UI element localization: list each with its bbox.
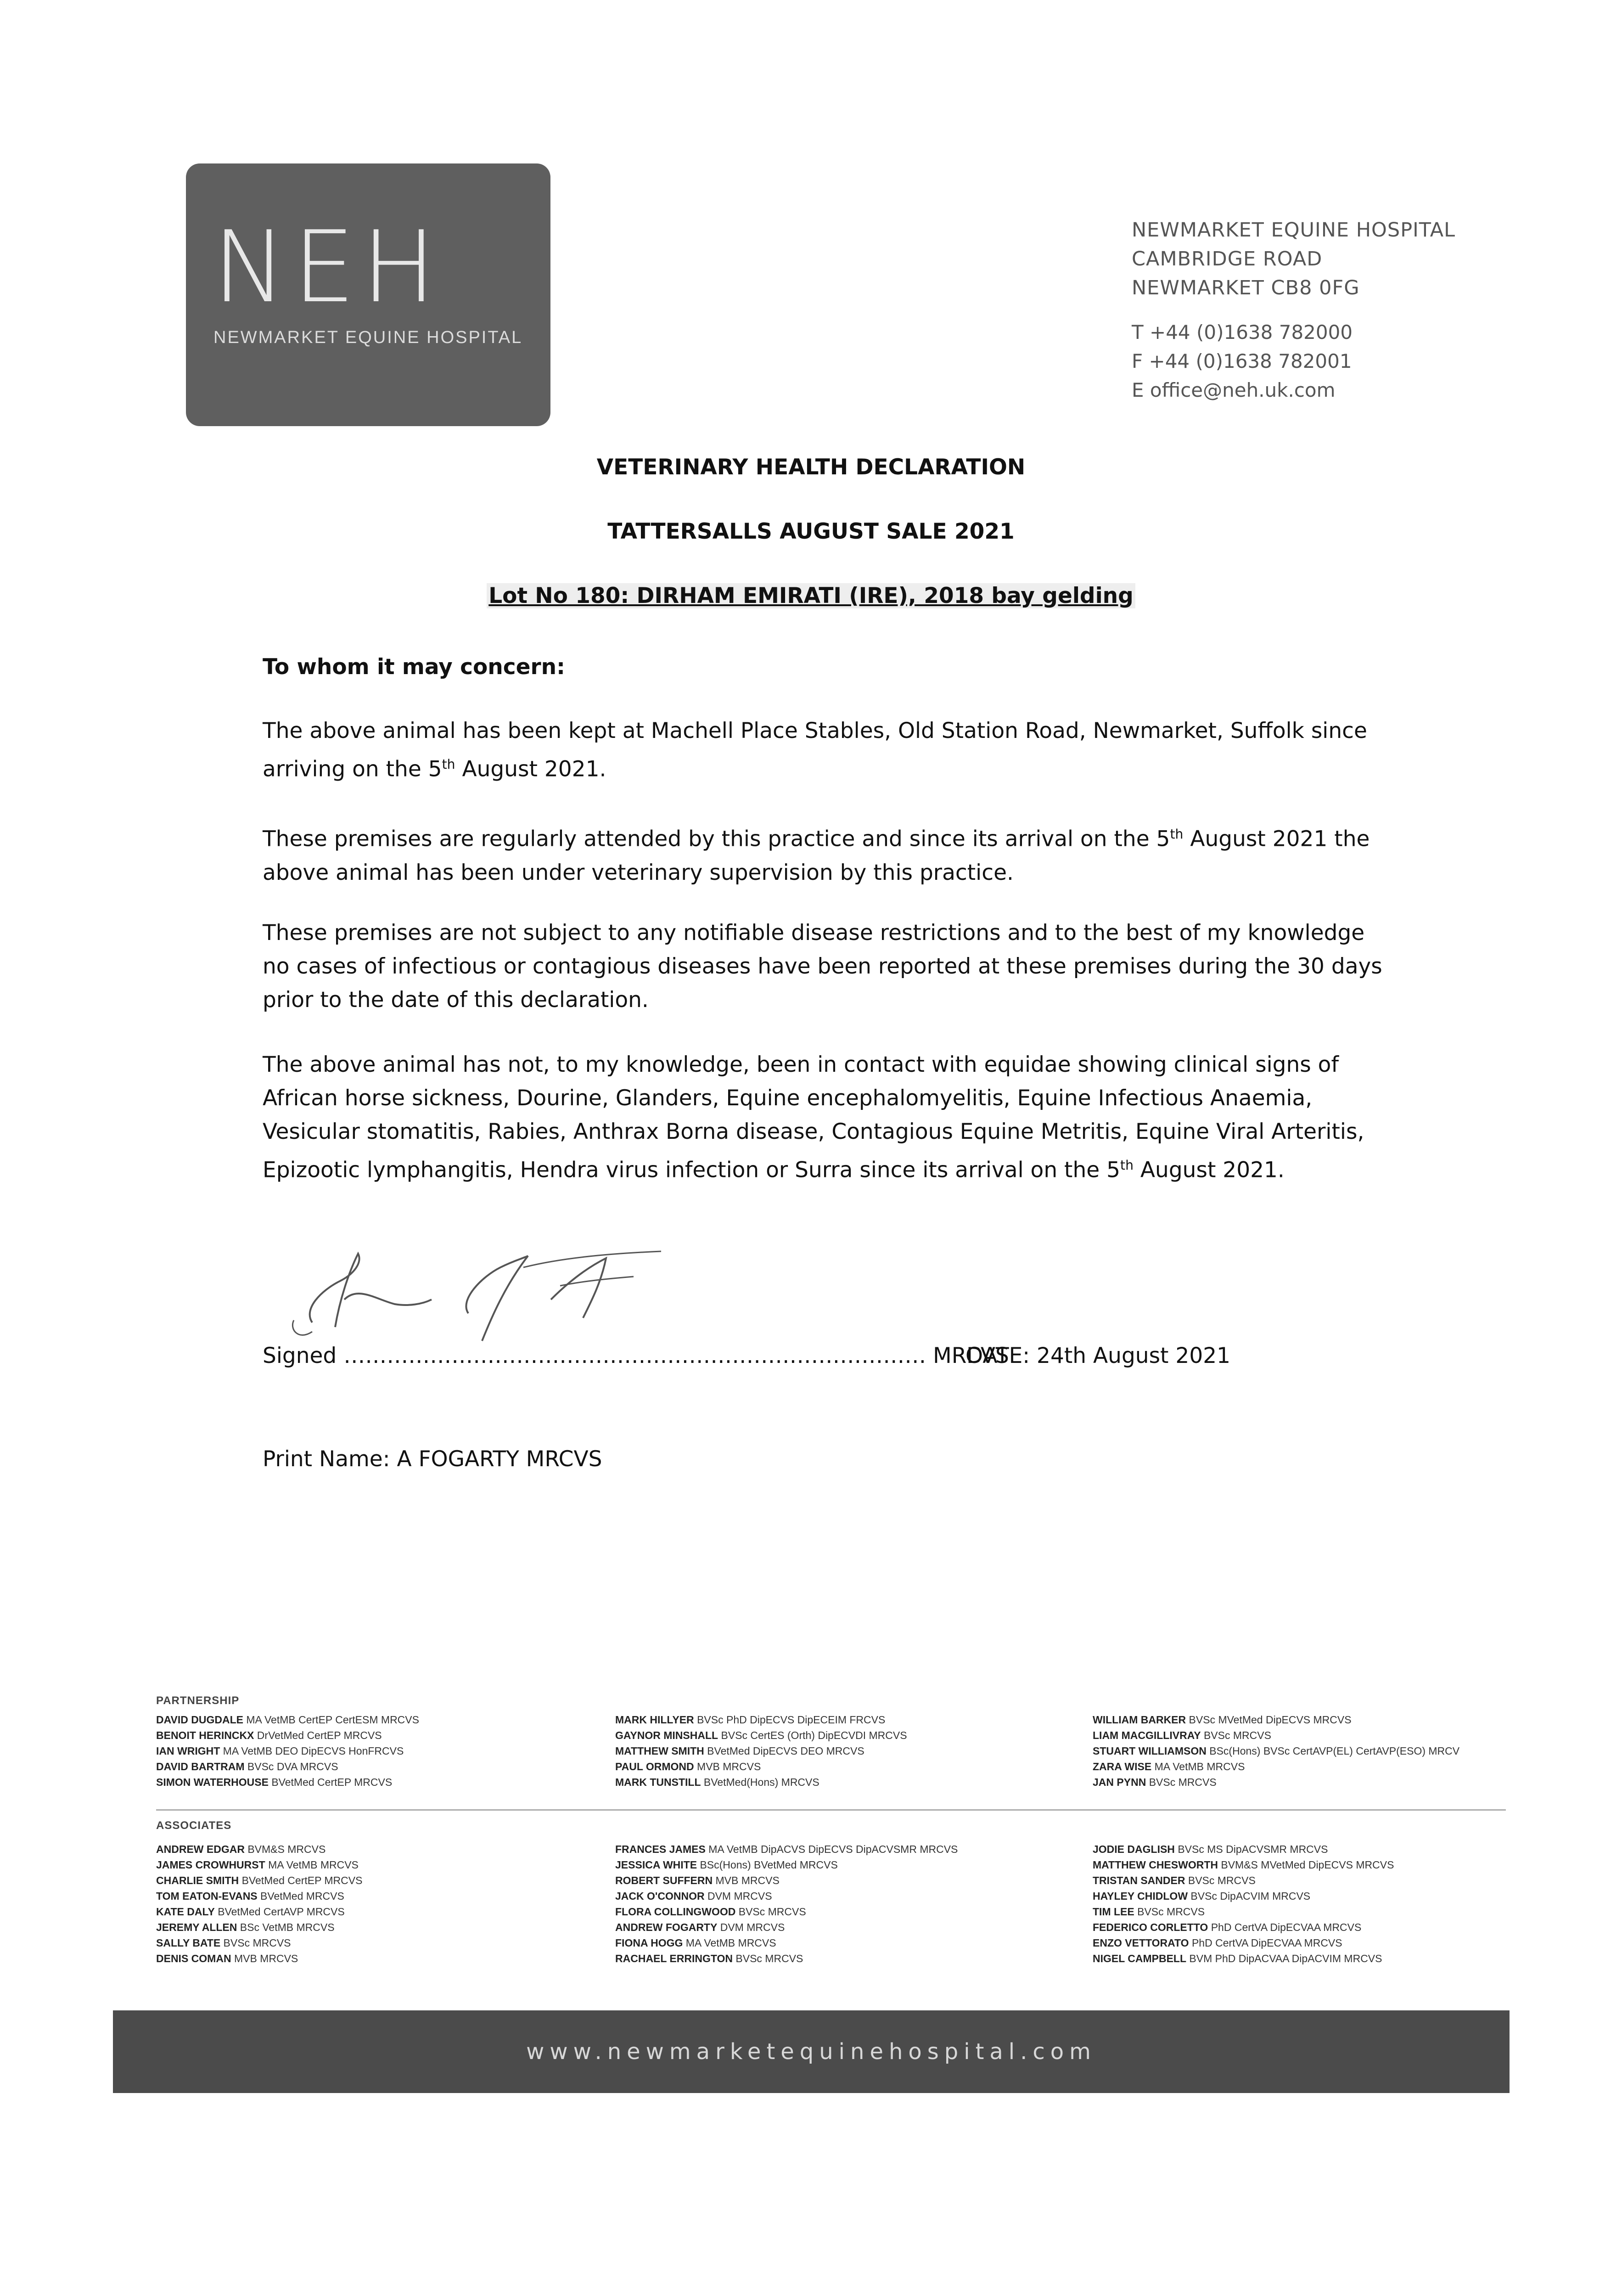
- staff-entry: ROBERT SUFFERN MVB MRCVS: [615, 1874, 780, 1886]
- staff-entry: JODIE DAGLISH BVSc MS DipACVSMR MRCVS: [1093, 1843, 1328, 1855]
- staff-entry: RACHAEL ERRINGTON BVSc MRCVS: [615, 1953, 803, 1964]
- staff-entry: TRISTAN SANDER BVSc MRCVS: [1093, 1874, 1256, 1886]
- paragraph-1: [263, 714, 1374, 786]
- partnership-column-2: [615, 1712, 907, 1790]
- staff-entry: DAVID BARTRAM BVSc DVA MRCVS: [156, 1761, 338, 1773]
- footer-bar: [113, 2010, 1510, 2093]
- staff-entry: ANDREW FOGARTY DVM MRCVS: [615, 1921, 785, 1933]
- associates-label: ASSOCIATES: [156, 1819, 232, 1832]
- phone-number: T +44 (0)1638 782000: [1132, 321, 1353, 343]
- handwritten-signature: [285, 1231, 744, 1350]
- staff-entry: NIGEL CAMPBELL BVM PhD DipACVAA DipACVIM MRCVS: [1093, 1953, 1382, 1964]
- staff-entry: ENZO VETTORATO PhD CertVA DipECVAA MRCVS: [1093, 1937, 1342, 1949]
- paragraph-line: African horse sickness, Dourine, Glanders, Equine encephalomyelitis, Equine Infectious Anaemia,: [263, 1086, 1313, 1111]
- staff-entry: DENIS COMAN MVB MRCVS: [156, 1953, 298, 1964]
- staff-entry: TIM LEE BVSc MRCVS: [1093, 1906, 1205, 1918]
- address-line: NEWMARKET CB8 0FG: [1132, 276, 1360, 299]
- staff-entry: JACK O'CONNOR DVM MRCVS: [615, 1890, 772, 1902]
- staff-entry: FIONA HOGG MA VetMB MRCVS: [615, 1937, 776, 1949]
- neh-logo: [186, 163, 550, 426]
- lot-heading: [0, 583, 1622, 608]
- email-address: E office@neh.uk.com: [1132, 379, 1336, 401]
- fax-number: F +44 (0)1638 782001: [1132, 350, 1352, 372]
- declaration-date: DATE: 24th August 2021: [966, 1343, 1231, 1368]
- staff-entry: FLORA COLLINGWOOD BVSc MRCVS: [615, 1906, 806, 1918]
- section-divider: [156, 1809, 1506, 1811]
- document-title: VETERINARY HEALTH DECLARATION: [596, 455, 1026, 480]
- staff-entry: ANDREW EDGAR BVM&S MRCVS: [156, 1843, 326, 1855]
- address-line: CAMBRIDGE ROAD: [1132, 248, 1323, 270]
- paragraph-2: [263, 817, 1374, 889]
- staff-entry: SALLY BATE BVSc MRCVS: [156, 1937, 291, 1949]
- paragraph-line: The above animal has not, to my knowledge, been in contact with equidae showing clinical signs of: [263, 1052, 1339, 1077]
- staff-entry: MATTHEW CHESWORTH BVM&S MVetMed DipECVS MRCVS: [1093, 1859, 1394, 1871]
- staff-entry: PAUL ORMOND MVB MRCVS: [615, 1761, 761, 1773]
- staff-entry: ZARA WISE MA VetMB MRCVS: [1093, 1761, 1245, 1773]
- staff-entry: STUART WILLIAMSON BSc(Hons) BVSc CertAVP(EL) CertAVP(ESO) MRCV: [1093, 1745, 1460, 1757]
- staff-entry: MATTHEW SMITH BVetMed DipECVS DEO MRCVS: [615, 1745, 864, 1757]
- website-url: www.newmarketequinehospital.com: [526, 2039, 1096, 2065]
- staff-entry: GAYNOR MINSHALL BVSc CertES (Orth) DipECVDI MRCVS: [615, 1729, 907, 1741]
- staff-entry: JAMES CROWHURST MA VetMB MRCVS: [156, 1859, 359, 1871]
- staff-entry: TOM EATON-EVANS BVetMed MRCVS: [156, 1890, 344, 1902]
- staff-entry: DAVID DUGDALE MA VetMB CertEP CertESM MRCVS: [156, 1714, 419, 1726]
- staff-entry: HAYLEY CHIDLOW BVSc DipACVIM MRCVS: [1093, 1890, 1311, 1902]
- paragraph-line: The above animal has been kept at Machell Place Stables, Old Station Road, Newmarket, Suffolk since: [263, 718, 1367, 743]
- hospital-address: [1132, 216, 1455, 303]
- hospital-contact: [1132, 318, 1353, 405]
- salutation: To whom it may concern:: [263, 654, 565, 680]
- associates-column-3: [1093, 1841, 1394, 1966]
- staff-entry: CHARLIE SMITH BVetMed CertEP MRCVS: [156, 1874, 363, 1886]
- paragraph-line: above animal has been under veterinary supervision by this practice.: [263, 860, 1014, 885]
- staff-entry: JESSICA WHITE BSc(Hons) BVetMed MRCVS: [615, 1859, 838, 1871]
- staff-entry: WILLIAM BARKER BVSc MVetMed DipECVS MRCVS: [1093, 1714, 1352, 1726]
- associates-column-1: [156, 1841, 362, 1966]
- staff-entry: BENOIT HERINCKX DrVetMed CertEP MRCVS: [156, 1729, 382, 1741]
- paragraph-line: These premises are not subject to any notifiable disease restrictions and to the best of my knowledge: [263, 920, 1365, 945]
- staff-entry: FRANCES JAMES MA VetMB DipACVS DipECVS DipACVSMR MRCVS: [615, 1843, 958, 1855]
- partnership-column-1: [156, 1712, 419, 1790]
- paragraph-line: prior to the date of this declaration.: [263, 987, 649, 1013]
- document-subtitle: TATTERSALLS AUGUST SALE 2021: [607, 519, 1015, 544]
- logo-letters: NEH: [213, 209, 443, 325]
- paragraph-4: [263, 1048, 1374, 1187]
- staff-entry: IAN WRIGHT MA VetMB DEO DipECVS HonFRCVS: [156, 1745, 404, 1757]
- logo-subtitle: NEWMARKET EQUINE HOSPITAL: [213, 328, 523, 347]
- staff-entry: MARK TUNSTILL BVetMed(Hons) MRCVS: [615, 1776, 819, 1788]
- partnership-label: PARTNERSHIP: [156, 1694, 240, 1707]
- associates-column-2: [615, 1841, 958, 1966]
- paragraph-line: arriving on the 5th August 2021.: [263, 756, 606, 782]
- partnership-column-3: [1093, 1712, 1459, 1790]
- address-line: NEWMARKET EQUINE HOSPITAL: [1132, 219, 1456, 242]
- paragraph-line: no cases of infectious or contagious diseases have been reported at these premises during the 30 days: [263, 954, 1382, 979]
- print-name: Print Name: A FOGARTY MRCVS: [263, 1446, 602, 1472]
- paragraph-line: Epizootic lymphangitis, Hendra virus infection or Surra since its arrival on the 5th August 2021.: [263, 1157, 1285, 1183]
- staff-entry: LIAM MACGILLIVRAY BVSc MRCVS: [1093, 1729, 1271, 1741]
- staff-entry: JEREMY ALLEN BSc VetMB MRCVS: [156, 1921, 335, 1933]
- lot-text: Lot No 180: DIRHAM EMIRATI (IRE), 2018 bay gelding: [487, 583, 1135, 608]
- paragraph-line: These premises are regularly attended by this practice and since its arrival on the 5th August 2021 the: [263, 826, 1370, 852]
- staff-entry: SIMON WATERHOUSE BVetMed CertEP MRCVS: [156, 1776, 393, 1788]
- staff-entry: FEDERICO CORLETTO PhD CertVA DipECVAA MRCVS: [1093, 1921, 1362, 1933]
- staff-entry: JAN PYNN BVSc MRCVS: [1093, 1776, 1217, 1788]
- signed-line: Signed ……………………………………………………………………… MRCVS: [263, 1343, 1009, 1368]
- paragraph-line: Vesicular stomatitis, Rabies, Anthrax Borna disease, Contagious Equine Metritis, Equine Viral Arteritis,: [263, 1119, 1364, 1144]
- staff-entry: KATE DALY BVetMed CertAVP MRCVS: [156, 1906, 345, 1918]
- paragraph-3: [263, 916, 1382, 1017]
- staff-entry: MARK HILLYER BVSc PhD DipECVS DipECEIM FRCVS: [615, 1714, 886, 1726]
